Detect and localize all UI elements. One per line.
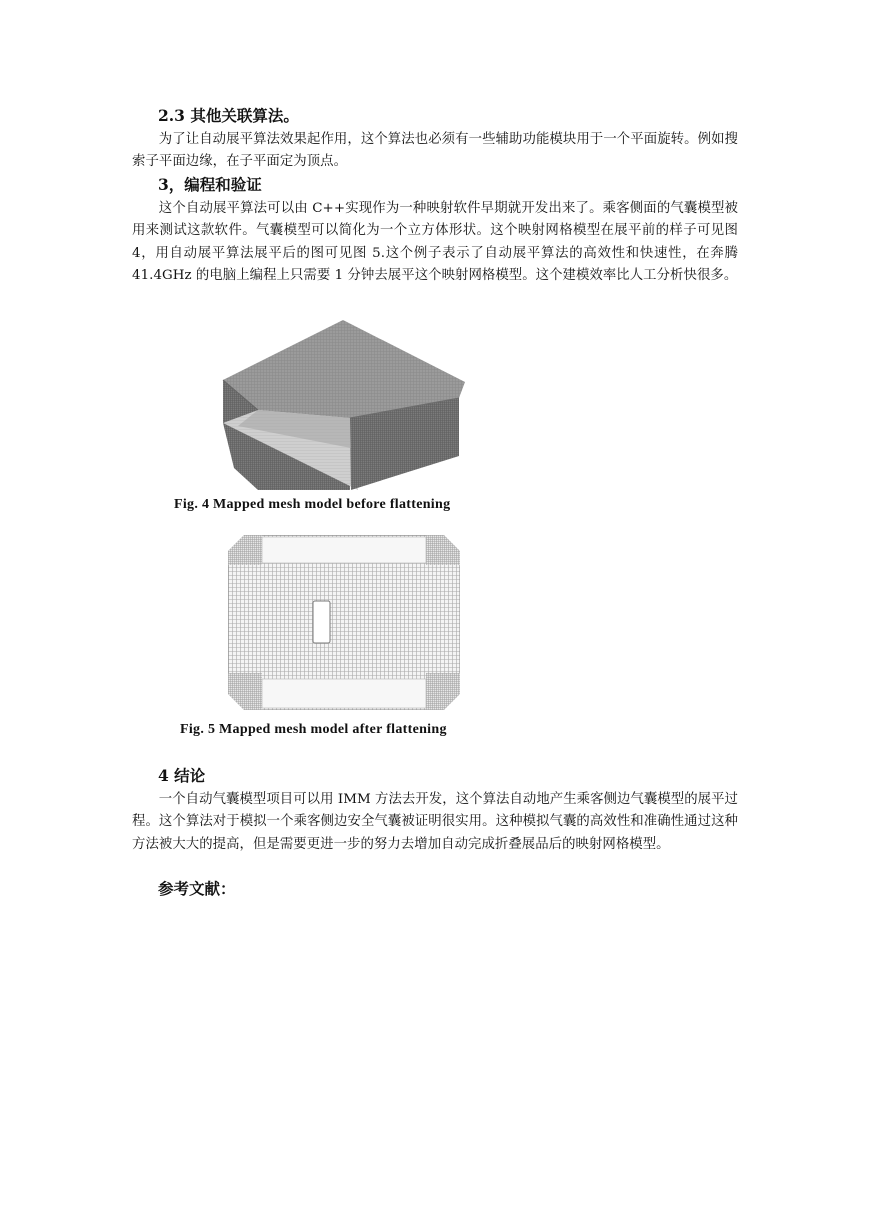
- figure-5-flat-mesh-image: [228, 535, 460, 710]
- figure-5-caption: Fig. 5 Mapped mesh model after flattening: [180, 722, 447, 737]
- references-heading: 参考文献：: [158, 879, 236, 898]
- section-4-paragraph: 一个自动气囊模型项目可以用 IMM 方法去开发，这个算法自动地产生乘客侧边气囊模型的展平过程。这个算法对于模拟一个乘客侧边安全气囊被证明很实用。这种模拟气囊的高效性和准确性通过这种方法被大大的提高，但是需要更进一步的努力去增加自动完成折叠展品后的映射网格模型。: [132, 792, 738, 852]
- figure-4-caption: Fig. 4 Mapped mesh model before flattening: [174, 497, 451, 512]
- section-2-3-heading: 2.3 其他关联算法。: [158, 106, 299, 125]
- section-4-heading: 4 结论: [158, 766, 206, 785]
- section-3-heading: 3，编程和验证: [158, 175, 262, 194]
- section-2-3-paragraph: 为了让自动展平算法效果起作用，这个算法也必须有一些辅助功能模块用于一个平面旋转。例如搜索子平面边缘，在子平面定为顶点。: [132, 132, 738, 170]
- figure-4-mesh-box-image: [218, 318, 465, 490]
- section-3-paragraph: 这个自动展平算法可以由 C++实现作为一种映射软件早期就开发出来了。乘客侧面的气囊模型被用来测试这款软件。气囊模型可以简化为一个立方体形状。这个映射网格模型在展平前的样子可见图 4，用自动展平算法展平后的图可见图 5.这个例子表示了自动展平算法的高效性和快速性，在奔腾 41.4GHz 的电脑上编程上只需要 1 分钟去展平这个映射网格模型。这个建模效率比人工分析快很多。: [132, 201, 738, 283]
